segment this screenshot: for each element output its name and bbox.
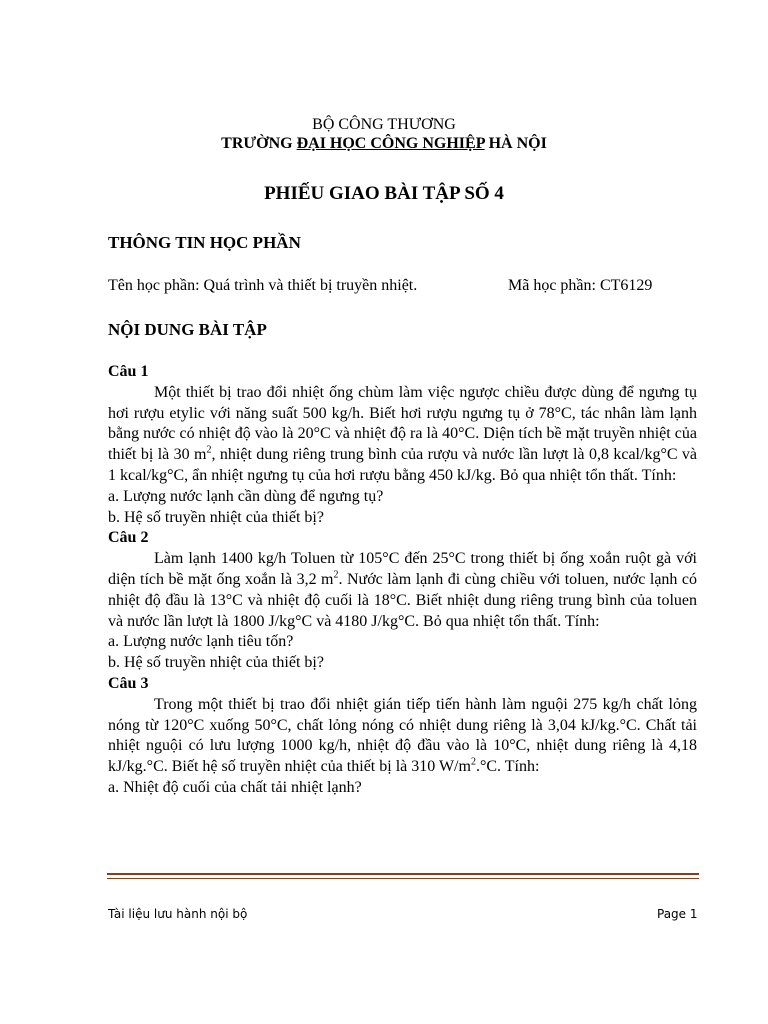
question-part-b: b. Hệ số truyền nhiệt của thiết bị? — [108, 654, 324, 672]
question-2 — [108, 528, 697, 674]
footer-note: Tài liệu lưu hành nội bộ — [108, 907, 248, 921]
content-heading: NỘI DUNG BÀI TẬP — [108, 320, 267, 339]
question-text: Một thiết bị trao đổi nhiệt ống chùm làm việc ngược chiều được dùng để ngưng tụ hơi rượu etylic với năng suất 500 kg/h. Biết hơi rượu ngưng tụ ở 78°C, tác nhân làm lạnh bằng nước có nhiệt độ vào là 20°C và nhiệt độ ra là 40°C. Diện tích bề mặt truyền nhiệt của thiết bị là 30 m — [108, 383, 697, 464]
superscript: 2 — [206, 444, 212, 456]
question-title: Câu 3 — [108, 674, 149, 692]
exercise-content — [108, 362, 697, 799]
school-name — [0, 135, 768, 153]
question-part-a: a. Lượng nước lạnh tiêu tốn? — [108, 633, 294, 651]
question-part-b: b. Hệ số truyền nhiệt của thiết bị? — [108, 508, 324, 526]
superscript: 2 — [333, 569, 339, 581]
question-part-a: a. Nhiệt độ cuối của chất tải nhiệt lạnh? — [108, 778, 362, 796]
question-3 — [108, 674, 697, 799]
question-text: . Nước làm lạnh đi cùng chiều với toluen, nước lạnh có nhiệt độ đầu là 13°C và nhiệt độ cuối là 18°C. Biết nhiệt dung riêng trung bình của toluen và nước lần lượt là 1800 J/kg°C và 4180 J/kg°C. Bỏ qua nhiệt tổn thất. Tính: — [108, 570, 697, 630]
question-1 — [108, 362, 697, 528]
question-title: Câu 1 — [108, 363, 149, 380]
document-title: PHIẾU GIAO BÀI TẬP SỐ 4 — [264, 183, 504, 204]
course-name: Tên học phần: Quá trình và thiết bị truyền nhiệt. — [108, 277, 418, 294]
question-text: Trong một thiết bị trao đổi nhiệt gián tiếp tiến hành làm nguội 275 kg/h chất lỏng nóng từ 120°C xuống 50°C, chất lỏng nóng có nhiệt dung riêng là 3,04 kJ/kg.°C. Chất tải nhiệt nguội có lưu lượng 1000 kg/h, nhiệt độ đầu vào là 10°C, nhiệt dung riêng là 4,18 kJ/kg.°C. Biết hệ số truyền nhiệt của thiết bị là 310 W/m — [108, 695, 697, 776]
question-text: .°C. Tính: — [475, 758, 540, 776]
question-title: Câu 2 — [108, 529, 149, 547]
question-body — [108, 695, 697, 778]
page-number: Page 1 — [657, 907, 698, 921]
school-suffix: HÀ NỘI — [484, 135, 547, 152]
course-info-heading: THÔNG TIN HỌC PHẦN — [108, 233, 301, 252]
footer-rule — [107, 873, 699, 875]
course-code: Mã học phần: CT6129 — [508, 277, 653, 294]
question-text: Làm lạnh 1400 kg/h Toluen từ 105°C đến 25°C trong thiết bị ống xoắn ruột gà với diện tích bề mặt ống xoắn là 3,2 m — [108, 550, 697, 588]
school-prefix: TRƯỜNG — [221, 135, 297, 152]
question-body — [108, 549, 697, 632]
question-text: , nhiệt dung riêng trung bình của rượu và nước lần lượt là 0,8 kcal/kg°C và 1 kcal/kg°C, ẩn nhiệt ngưng tụ của hơi rượu bằng 450 kJ/kg. Bỏ qua nhiệt tổn thất. Tính: — [108, 446, 698, 484]
ministry-name: BỘ CÔNG THƯƠNG — [312, 116, 456, 133]
question-body — [108, 383, 697, 487]
superscript: 2 — [470, 756, 476, 768]
school-underlined: ĐẠI HỌC CÔNG NGHIỆP — [296, 135, 485, 152]
question-part-a: a. Lượng nước lạnh cần dùng để ngưng tụ? — [108, 487, 384, 505]
footer-rule-thin — [107, 878, 699, 879]
